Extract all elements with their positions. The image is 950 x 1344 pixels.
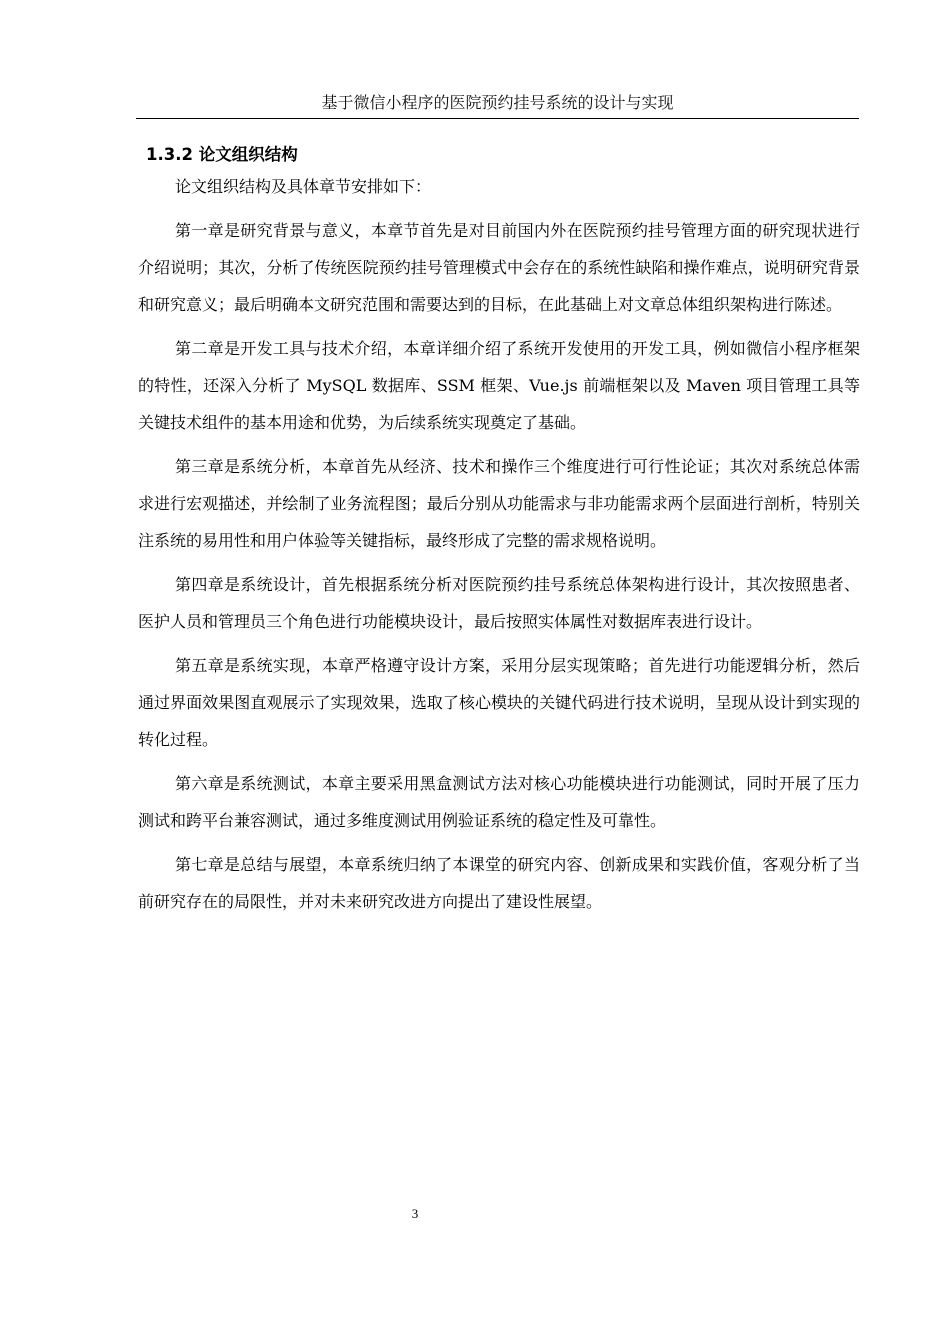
section-heading: 1.3.2 论文组织结构 bbox=[146, 145, 298, 164]
paragraph-chapter-3: 第三章是系统分析，本章首先从经济、技术和操作三个维度进行可行性论证；其次对系统总体需求进行宏观描述，并绘制了业务流程图；最后分别从功能需求与非功能需求两个层面进行剖析，特别关注系统的易用性和用户体验等关键指标，最终形成了完整的需求规格说明。 bbox=[138, 457, 860, 550]
page-number: 3 bbox=[411, 1206, 419, 1221]
body-text bbox=[138, 168, 860, 927]
paragraph-chapter-5: 第五章是系统实现，本章严格遵守设计方案，采用分层实现策略；首先进行功能逻辑分析，然后通过界面效果图直观展示了实现效果，选取了核心模块的关键代码进行技术说明，呈现从设计到实现的转化过程。 bbox=[138, 656, 860, 749]
paragraph-chapter-1: 第一章是研究背景与意义，本章节首先是对目前国内外在医院预约挂号管理方面的研究现状进行介绍说明；其次，分析了传统医院预约挂号管理模式中会存在的系统性缺陷和操作难点，说明研究背景和研究意义；最后明确本文研究范围和需要达到的目标，在此基础上对文章总体组织架构进行陈述。 bbox=[138, 221, 860, 314]
paragraph-chapter-7: 第七章是总结与展望，本章系统归纳了本课堂的研究内容、创新成果和实践价值，客观分析了当前研究存在的局限性，并对未来研究改进方向提出了建设性展望。 bbox=[138, 855, 860, 911]
paragraph-chapter-2: 第二章是开发工具与技术介绍，本章详细介绍了系统开发使用的开发工具，例如微信小程序框架的特性，还深入分析了 MySQL 数据库、SSM 框架、Vue.js 前端框架以及 Maven 项目管理工具等关键技术组件的基本用途和优势，为后续系统实现奠定了基础。 bbox=[138, 339, 860, 432]
paragraph-chapter-4: 第四章是系统设计，首先根据系统分析对医院预约挂号系统总体架构进行设计，其次按照患者、医护人员和管理员三个角色进行功能模块设计，最后按照实体属性对数据库表进行设计。 bbox=[138, 575, 860, 631]
paragraph-chapter-6: 第六章是系统测试，本章主要采用黑盒测试方法对核心功能模块进行功能测试，同时开展了压力测试和跨平台兼容测试，通过多维度测试用例验证系统的稳定性及可靠性。 bbox=[138, 774, 860, 830]
running-header: 基于微信小程序的医院预约挂号系统的设计与实现 bbox=[136, 92, 859, 119]
paragraph-intro: 论文组织结构及具体章节安排如下： bbox=[175, 177, 432, 196]
